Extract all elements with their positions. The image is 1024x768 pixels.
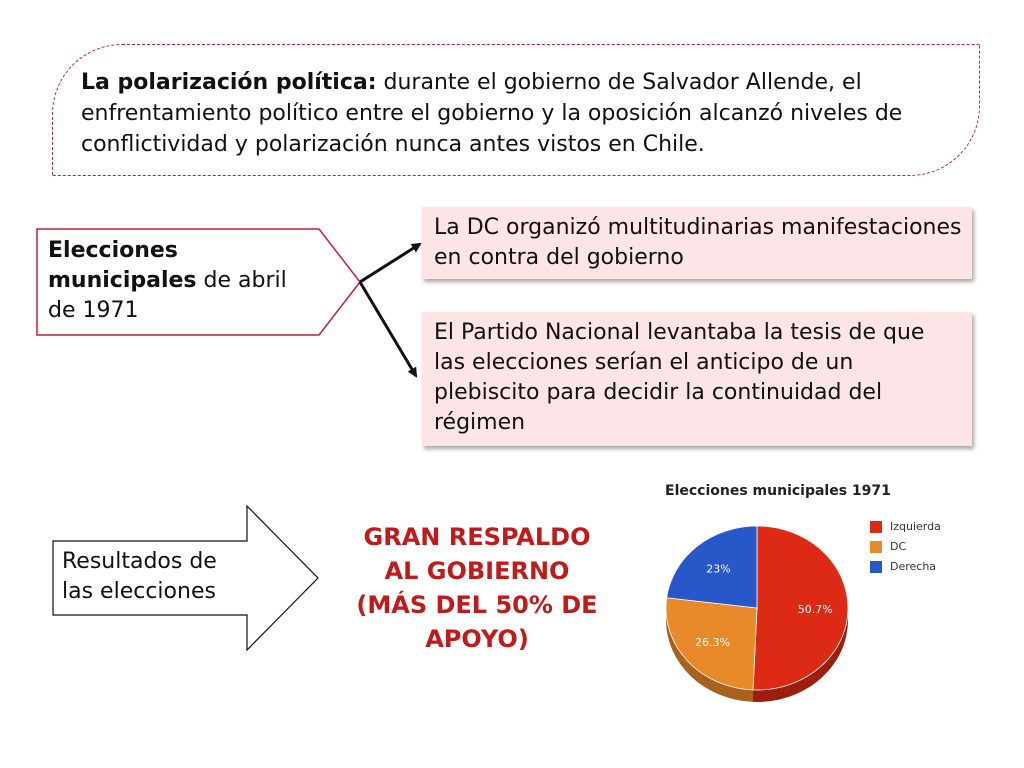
pie-label-izquierda: 50.7% <box>797 603 833 617</box>
pn-box: El Partido Nacional levantaba la tesis de que las elecciones serían el anticipo de un plebiscito para decidir la continuidad del régimen <box>422 312 972 446</box>
intro-box <box>52 44 980 176</box>
legend-label: Derecha <box>890 560 937 573</box>
resultados-arrow <box>52 505 322 651</box>
legend-swatch <box>870 521 882 533</box>
legend-item-dc <box>870 540 941 560</box>
legend-item-izquierda <box>870 520 941 540</box>
elecciones-rest: de abril de 1971 <box>48 268 287 323</box>
pie-label-dc: 26.3% <box>695 635 730 649</box>
arrow-up <box>360 244 420 282</box>
pie-svg <box>645 478 875 728</box>
headline: GRAN RESPALDO AL GOBIERNO (MÁS DEL 50% DE APOYO) <box>356 523 598 653</box>
resultados-text: Resultados de las elecciones <box>62 549 217 604</box>
pie-chart <box>645 478 985 728</box>
legend-item-derecha <box>870 560 941 580</box>
legend <box>870 520 941 580</box>
elecciones-callout <box>36 228 362 336</box>
legend-label: DC <box>890 540 907 553</box>
branch-arrows <box>350 230 430 390</box>
elecciones-text <box>48 236 298 326</box>
elecciones-bold: Elecciones municipales <box>48 238 197 293</box>
arrow-down <box>360 282 416 376</box>
dc-box: La DC organizó multitudinarias manifestaciones en contra del gobierno <box>422 207 972 279</box>
chart-title: Elecciones municipales 1971 <box>665 483 891 499</box>
intro-text: durante el gobierno de Salvador Allende, el enfrentamiento político entre el gobierno y la oposición alcanzó niveles de conflictividad y polarización nunca antes vistos en Chile. <box>81 70 903 157</box>
pie-label-derecha: 23% <box>706 562 731 576</box>
legend-swatch <box>870 561 882 573</box>
intro-title: La polarización política: <box>81 70 377 95</box>
legend-swatch <box>870 541 882 553</box>
legend-label: Izquierda <box>890 520 941 533</box>
